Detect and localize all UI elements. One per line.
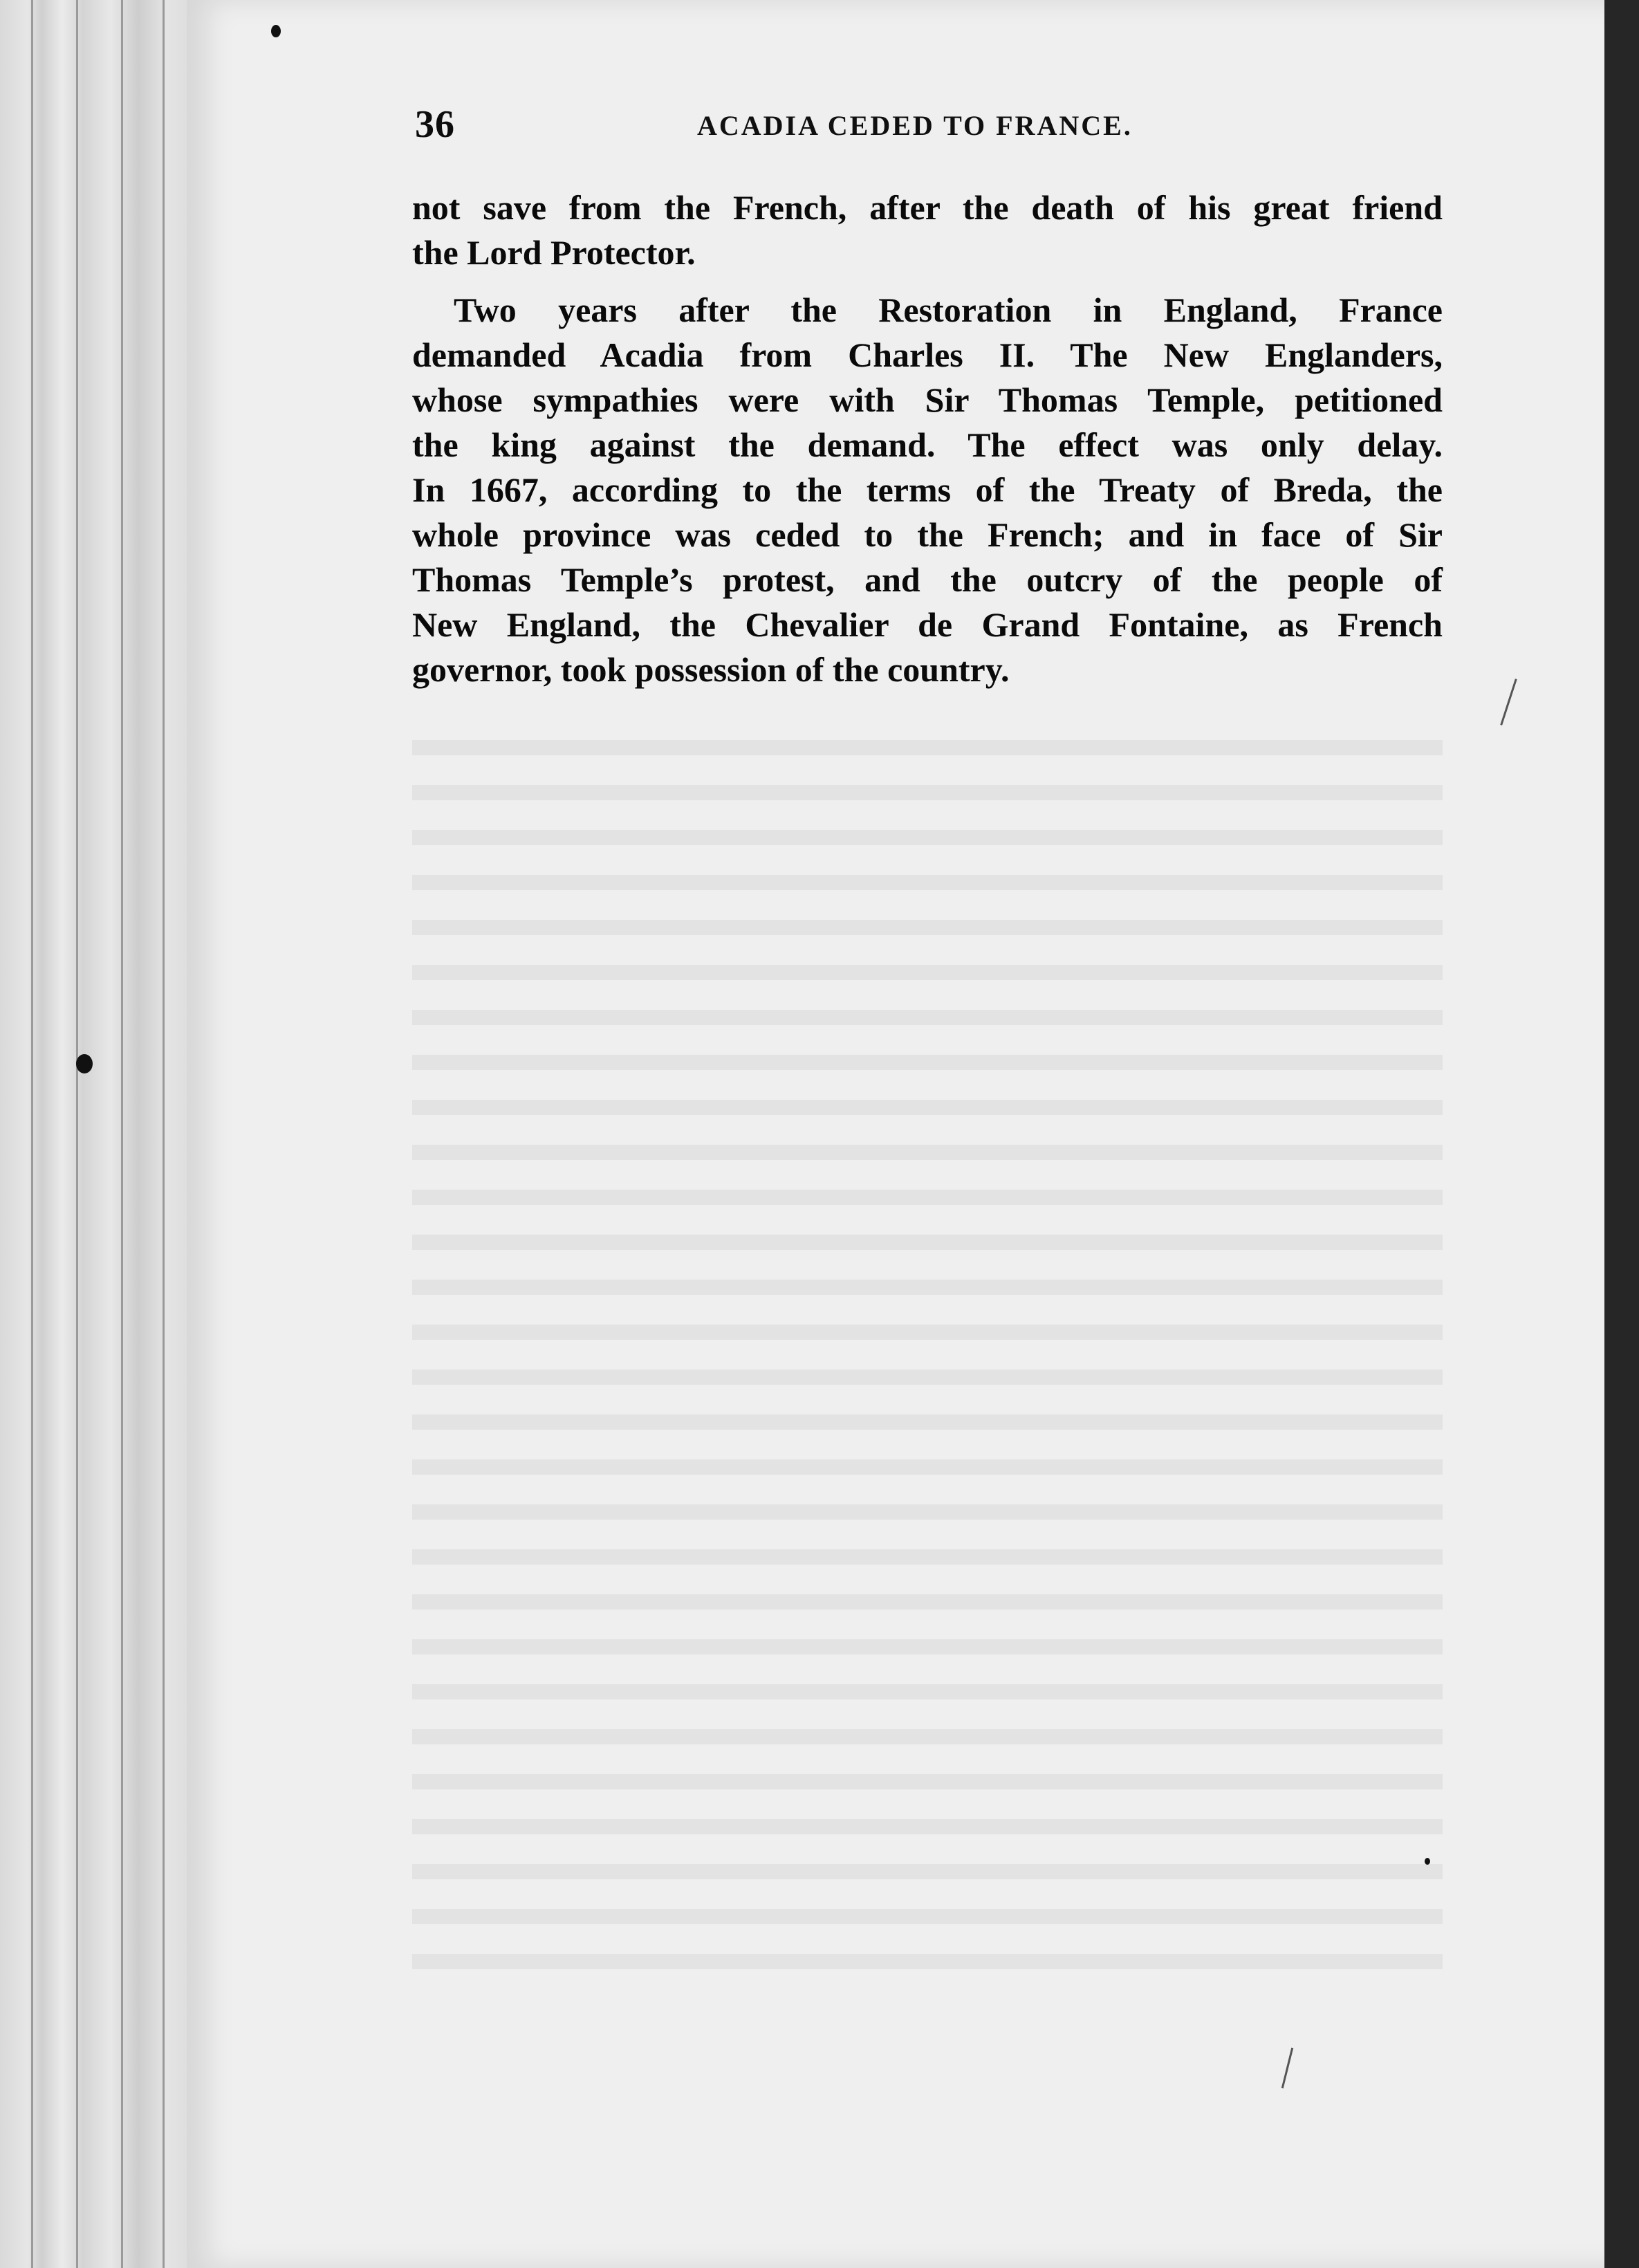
text-line: New England, the Chevalier de Grand Fontaine, as French (412, 605, 1443, 644)
book-gutter-edges (0, 0, 207, 2268)
text-line: Two years after the Restoration in England, France (454, 291, 1443, 329)
running-head (415, 102, 1452, 158)
scan-right-border (1604, 0, 1639, 2268)
running-title: ACADIA CEDED TO FRANCE. (697, 110, 1133, 141)
page-edge-line (31, 0, 33, 2268)
page-edge-line (76, 0, 78, 2268)
ink-speck (271, 25, 281, 37)
ink-speck (1425, 1858, 1430, 1865)
page-edge-line (121, 0, 123, 2268)
bleed-through-text (412, 719, 1443, 1999)
text-line: not save from the French, after the death of his great friend (412, 188, 1443, 227)
text-line: demanded Acadia from Charles II. The New Englanders, (412, 335, 1443, 374)
text-line: the king against the demand. The effect was only delay. (412, 425, 1443, 464)
text-line: governor, took possession of the country. (412, 650, 1010, 689)
body-text (412, 185, 1443, 692)
page-number: 36 (415, 103, 455, 146)
page-edge-line (163, 0, 165, 2268)
text-line: Thomas Temple’s protest, and the outcry of the people of (412, 560, 1443, 599)
text-line: whose sympathies were with Sir Thomas Temple, petitioned (412, 380, 1443, 419)
text-line: whole province was ceded to the French; and in face of Sir (412, 515, 1443, 554)
ink-speck (76, 1054, 93, 1073)
text-line: In 1667, according to the terms of the Treaty of Breda, the (412, 470, 1443, 509)
text-line: the Lord Protector. (412, 233, 696, 272)
